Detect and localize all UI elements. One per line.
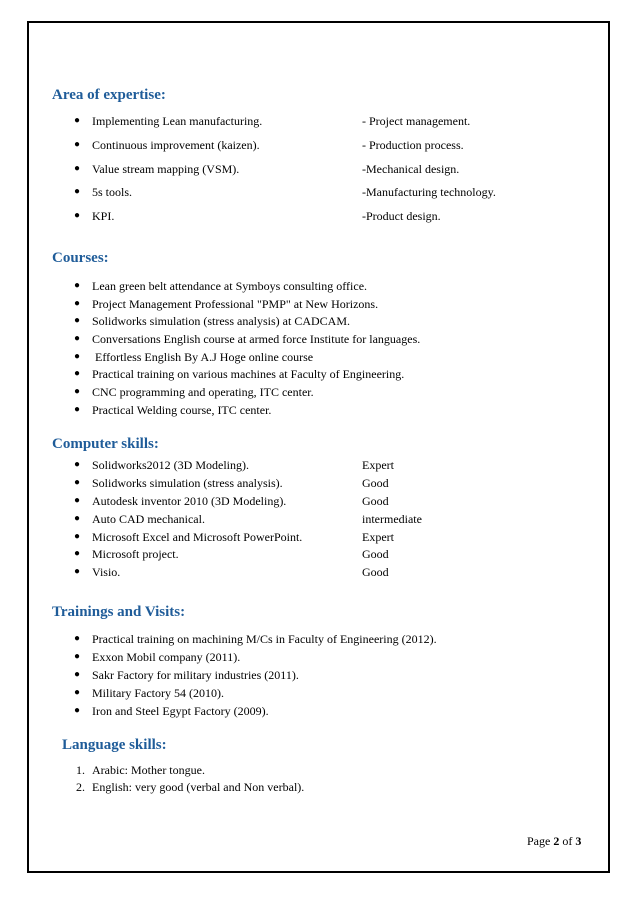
list-item: Solidworks simulation (stress analysis) at CADCAM. — [92, 314, 350, 328]
skill-level: Good — [362, 565, 389, 579]
page-label: Page — [527, 834, 554, 848]
list-number: 1. — [76, 763, 85, 777]
bullet-icon: ● — [74, 459, 81, 470]
bullet-icon: ● — [74, 186, 81, 197]
skill-name: Visio. — [92, 565, 121, 579]
list-item: Arabic: Mother tongue. — [92, 763, 205, 777]
skill-level: intermediate — [362, 512, 422, 526]
list-item: CNC programming and operating, ITC center. — [92, 385, 314, 399]
bullet-icon: ● — [74, 404, 81, 415]
skill-level: Good — [362, 494, 389, 508]
list-item: Effortless English By A.J Hoge online course — [92, 350, 314, 364]
bullet-icon: ● — [74, 280, 81, 291]
list-item: Practical training on various machines at Faculty of Engineering. — [92, 367, 405, 381]
skill-level: Good — [362, 476, 389, 490]
bullet-icon: ● — [74, 315, 81, 326]
expertise-item: - Production process. — [362, 138, 464, 152]
bullet-icon: ● — [74, 386, 81, 397]
bullet-icon: ● — [74, 139, 81, 150]
bullet-icon: ● — [74, 531, 81, 542]
bullet-icon: ● — [74, 210, 81, 221]
bullet-icon: ● — [74, 368, 81, 379]
expertise-item: - Project management. — [362, 114, 471, 128]
list-item: Practical training on machining M/Cs in Faculty of Engineering (2012). — [92, 632, 437, 646]
expertise-item: KPI. — [92, 209, 115, 223]
bullet-icon: ● — [74, 566, 81, 577]
section-title-language-skills: Language skills: — [62, 737, 167, 753]
page-of-label: of — [559, 834, 576, 848]
bullet-icon: ● — [74, 333, 81, 344]
expertise-item: -Product design. — [362, 209, 441, 223]
skill-name: Solidworks2012 (3D Modeling). — [92, 458, 249, 472]
list-item: Iron and Steel Egypt Factory (2009). — [92, 704, 269, 718]
section-title-trainings: Trainings and Visits: — [52, 604, 186, 620]
bullet-icon: ● — [74, 548, 81, 559]
list-item: Sakr Factory for military industries (2011). — [92, 668, 299, 682]
page-number — [527, 834, 581, 849]
bullet-icon: ● — [74, 351, 81, 362]
expertise-item: -Manufacturing technology. — [362, 185, 496, 199]
bullet-icon: ● — [74, 298, 81, 309]
section-title-expertise: Area of expertise: — [52, 87, 166, 103]
skill-name: Microsoft Excel and Microsoft PowerPoint. — [92, 530, 303, 544]
current-page: 2 — [553, 834, 560, 848]
skill-name: Auto CAD mechanical. — [92, 512, 205, 526]
bullet-icon: ● — [74, 513, 81, 524]
total-pages: 3 — [575, 834, 582, 848]
bullet-icon: ● — [74, 633, 81, 644]
bullet-icon: ● — [74, 115, 81, 126]
bullet-icon: ● — [74, 705, 81, 716]
skill-level: Good — [362, 547, 389, 561]
list-item: Conversations English course at armed force Institute for languages. — [92, 332, 421, 346]
skill-level: Expert — [362, 458, 394, 472]
bullet-icon: ● — [74, 163, 81, 174]
expertise-item: 5s tools. — [92, 185, 133, 199]
skill-name: Autodesk inventor 2010 (3D Modeling). — [92, 494, 287, 508]
section-title-courses: Courses: — [52, 250, 109, 266]
list-item: Practical Welding course, ITC center. — [92, 403, 272, 417]
expertise-item: Continuous improvement (kaizen). — [92, 138, 260, 152]
list-item: English: very good (verbal and Non verbal). — [92, 780, 305, 794]
list-number: 2. — [76, 780, 85, 794]
bullet-icon: ● — [74, 651, 81, 662]
bullet-icon: ● — [74, 669, 81, 680]
list-item: Lean green belt attendance at Symboys consulting office. — [92, 279, 368, 293]
skill-name: Microsoft project. — [92, 547, 179, 561]
bullet-icon: ● — [74, 477, 81, 488]
list-item: Project Management Professional "PMP" at New Horizons. — [92, 297, 379, 311]
bullet-icon: ● — [74, 687, 81, 698]
list-item: Military Factory 54 (2010). — [92, 686, 224, 700]
expertise-item: -Mechanical design. — [362, 162, 460, 176]
bullet-icon: ● — [74, 495, 81, 506]
expertise-item: Implementing Lean manufacturing. — [92, 114, 263, 128]
skill-level: Expert — [362, 530, 394, 544]
expertise-item: Value stream mapping (VSM). — [92, 162, 240, 176]
skill-name: Solidworks simulation (stress analysis). — [92, 476, 283, 490]
section-title-computer-skills: Computer skills: — [52, 436, 159, 452]
list-item: Exxon Mobil company (2011). — [92, 650, 241, 664]
